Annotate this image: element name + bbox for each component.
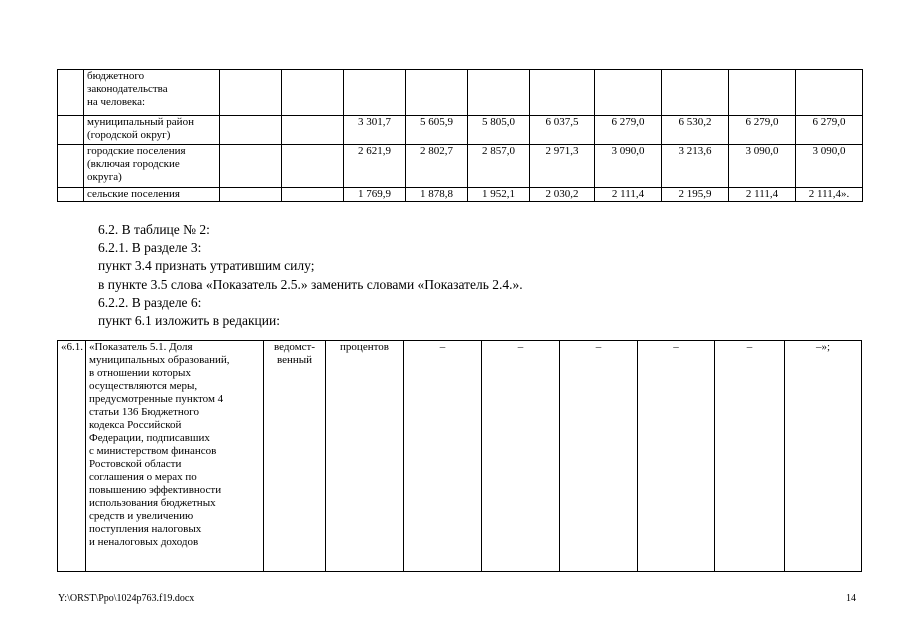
row-number-cell: [58, 116, 84, 145]
value-cell: 6 279,0: [595, 116, 662, 145]
text-line: 6.2. В таблице № 2:: [98, 222, 210, 237]
value-cell: 6 279,0: [729, 116, 796, 145]
value-cell: [796, 70, 863, 116]
value-cell: 5 805,0: [468, 116, 530, 145]
value-cell: 5 605,9: [406, 116, 468, 145]
empty-cell: [282, 116, 344, 145]
empty-cell: [282, 70, 344, 116]
value-cell: –: [482, 341, 560, 572]
value-cell: [595, 70, 662, 116]
value-cell: 6 279,0: [796, 116, 863, 145]
value-cell: 3 090,0: [595, 145, 662, 188]
value-cell: [662, 70, 729, 116]
indicator-description: «Показатель 5.1. Доля муниципальных образований, в отношении которых осуществляются меры, предусмотренные пунктом 4 статьи 136 Бюджетного кодекса Российской Федерации, подписавших с министерством финансов Ростовской области соглашения о мерах по повышению эффективности использования бюджетных средств и увеличению поступления налоговых и неналоговых доходов: [86, 341, 264, 572]
text-line: 6.2.1. В разделе 3:: [98, 240, 202, 256]
value-cell: 2 802,7: [406, 145, 468, 188]
row-label: бюджетного законодательства на человека:: [84, 70, 220, 116]
value-cell: [468, 70, 530, 116]
value-cell: [406, 70, 468, 116]
value-cell: [344, 70, 406, 116]
value-cell: –: [638, 341, 715, 572]
table-row: [58, 341, 862, 572]
instruction-text: [98, 221, 523, 330]
value-cell: 2 111,4: [729, 188, 796, 202]
text-line: 6.2.2. В разделе 6:: [98, 294, 202, 310]
value-cell: 2 111,4».: [796, 188, 863, 202]
row-label: муниципальный район (городской округ): [84, 116, 220, 145]
row-number-cell: [58, 70, 84, 116]
value-cell: 2 621,9: [344, 145, 406, 188]
table-row: [58, 188, 863, 202]
value-cell: 1 878,8: [406, 188, 468, 202]
value-cell: 3 213,6: [662, 145, 729, 188]
empty-cell: [220, 145, 282, 188]
table-row: [58, 116, 863, 145]
text-line: в пункте 3.5 слова «Показатель 2.5.» заменить словами «Показатель 2.4.».: [98, 276, 523, 292]
value-cell: 2 111,4: [595, 188, 662, 202]
value-cell: –: [715, 341, 785, 572]
row-label: сельские поселения: [84, 188, 220, 202]
empty-cell: [220, 188, 282, 202]
text-line: пункт 3.4 признать утратившим силу;: [98, 258, 315, 274]
indicator-table-1: [57, 69, 863, 202]
file-path: Y:\ORST\Ppo\1024p763.f19.docx: [58, 593, 195, 604]
indicator-table-2: [57, 340, 862, 572]
value-cell: 6 530,2: [662, 116, 729, 145]
value-cell: [530, 70, 595, 116]
empty-cell: [282, 145, 344, 188]
value-cell: –: [404, 341, 482, 572]
value-cell: 2 030,2: [530, 188, 595, 202]
unit-cell: процентов: [326, 341, 404, 572]
row-label: городские поселения (включая городские округа): [84, 145, 220, 188]
text-line: пункт 6.1 изложить в редакции:: [98, 313, 280, 329]
value-cell: [729, 70, 796, 116]
empty-cell: [220, 70, 282, 116]
row-number: «6.1.: [58, 341, 86, 572]
value-cell: 3 090,0: [729, 145, 796, 188]
value-cell: 2 971,3: [530, 145, 595, 188]
value-cell: –»;: [785, 341, 862, 572]
value-cell: 2 195,9: [662, 188, 729, 202]
page-number: 14: [846, 593, 856, 604]
value-cell: 3 090,0: [796, 145, 863, 188]
source-cell: ведомст- венный: [264, 341, 326, 572]
empty-cell: [220, 116, 282, 145]
table-row: [58, 145, 863, 188]
value-cell: 3 301,7: [344, 116, 406, 145]
value-cell: 2 857,0: [468, 145, 530, 188]
value-cell: 1 769,9: [344, 188, 406, 202]
row-number-cell: [58, 145, 84, 188]
empty-cell: [282, 188, 344, 202]
value-cell: 1 952,1: [468, 188, 530, 202]
value-cell: 6 037,5: [530, 116, 595, 145]
table-row: [58, 70, 863, 116]
value-cell: –: [560, 341, 638, 572]
row-number-cell: [58, 188, 84, 202]
